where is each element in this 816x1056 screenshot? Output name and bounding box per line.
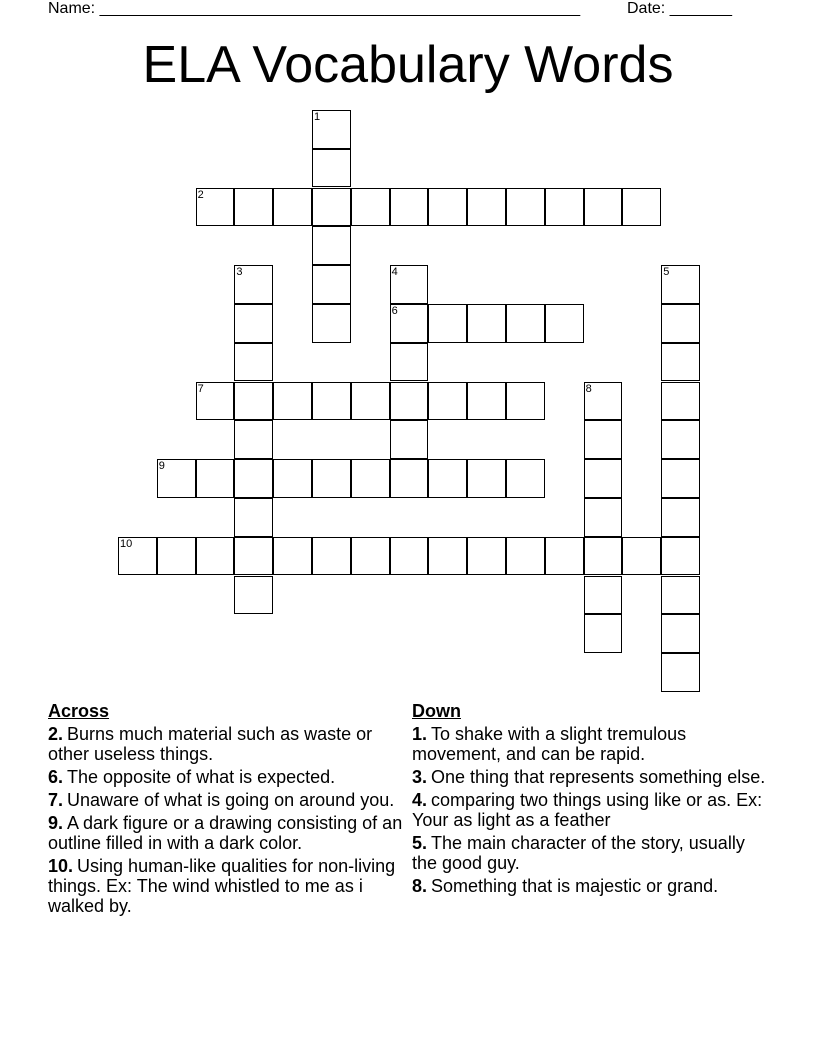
across-clue (48, 856, 408, 916)
crossword-cell[interactable] (390, 343, 429, 382)
crossword-cell[interactable] (312, 382, 351, 421)
crossword-cell[interactable] (390, 382, 429, 421)
crossword-cell[interactable] (467, 382, 506, 421)
crossword-cell[interactable] (661, 343, 700, 382)
crossword-cell[interactable] (661, 420, 700, 459)
crossword-cell[interactable] (196, 188, 235, 227)
crossword-cell[interactable] (506, 459, 545, 498)
clue-text: A dark figure or a drawing consisting of an outline filled in with a dark color. (48, 813, 403, 853)
crossword-cell[interactable] (428, 537, 467, 576)
crossword-cell[interactable] (273, 537, 312, 576)
crossword-cell[interactable] (661, 653, 700, 692)
crossword-cell[interactable] (312, 459, 351, 498)
crossword-cell[interactable] (584, 614, 623, 653)
crossword-cell[interactable] (545, 537, 584, 576)
clue-text: One thing that represents something else. (431, 767, 766, 787)
crossword-cell[interactable] (661, 382, 700, 421)
crossword-cell[interactable] (196, 382, 235, 421)
crossword-cell[interactable] (196, 537, 235, 576)
crossword-cell[interactable] (351, 459, 390, 498)
crossword-cell[interactable] (428, 188, 467, 227)
crossword-cell[interactable] (506, 382, 545, 421)
crossword-cell[interactable] (506, 537, 545, 576)
clue-number-label: 5 (663, 266, 670, 279)
down-heading: Down (412, 701, 461, 721)
crossword-cell[interactable] (661, 265, 700, 304)
down-clue (412, 790, 772, 830)
crossword-cell[interactable] (390, 459, 429, 498)
crossword-cell[interactable] (312, 265, 351, 304)
crossword-cell[interactable] (545, 188, 584, 227)
crossword-cell[interactable] (234, 498, 273, 537)
clue-text: comparing two things using like or as. Ex: Your as light as a feather (412, 790, 763, 830)
clue-number: 7. (48, 790, 64, 810)
crossword-cell[interactable] (467, 188, 506, 227)
crossword-cell[interactable] (428, 459, 467, 498)
page-title: ELA Vocabulary Words (142, 36, 674, 94)
crossword-cell[interactable] (467, 304, 506, 343)
clue-number-label: 4 (391, 266, 398, 279)
clue-number: 5. (412, 833, 428, 853)
crossword-cell[interactable] (312, 537, 351, 576)
clue-text: Burns much material such as waste or other useless things. (48, 724, 373, 764)
crossword-cell[interactable] (390, 537, 429, 576)
crossword-cell[interactable] (622, 188, 661, 227)
down-clue (412, 833, 772, 873)
across-clue (48, 767, 408, 787)
clue-number-label: 8 (585, 382, 592, 395)
crossword-cell[interactable] (234, 304, 273, 343)
across-heading: Across (48, 701, 110, 721)
crossword-cell[interactable] (390, 188, 429, 227)
clue-number-label: 1 (314, 111, 321, 123)
clue-number: 6. (48, 767, 64, 787)
clue-number: 8. (412, 876, 428, 896)
clue-number: 10. (48, 856, 74, 876)
crossword-cell[interactable] (273, 459, 312, 498)
crossword-cell[interactable] (390, 420, 429, 459)
crossword-cell[interactable] (584, 420, 623, 459)
crossword-cell[interactable] (234, 382, 273, 421)
crossword-cell[interactable] (622, 537, 661, 576)
crossword-cell[interactable] (312, 188, 351, 227)
crossword-cell[interactable] (584, 537, 623, 576)
clue-text: To shake with a slight tremulous movement, and can be rapid. (412, 724, 687, 764)
clue-text: Something that is majestic or grand. (431, 876, 719, 896)
crossword-cell[interactable] (234, 343, 273, 382)
crossword-cell[interactable] (661, 498, 700, 537)
down-clue (412, 724, 772, 764)
clue-number-label: 3 (236, 266, 243, 279)
down-clues (412, 700, 772, 899)
across-clue (48, 790, 408, 810)
clue-text: Unaware of what is going on around you. (67, 790, 395, 810)
crossword-cell[interactable] (545, 304, 584, 343)
crossword-cell[interactable] (234, 420, 273, 459)
clue-number: 4. (412, 790, 428, 810)
crossword-cell[interactable] (312, 149, 351, 188)
clue-number-label: 10 (120, 537, 133, 550)
crossword-cell[interactable] (661, 304, 700, 343)
crossword-cell[interactable] (118, 537, 157, 576)
crossword-cell[interactable] (157, 459, 196, 498)
across-clues (48, 700, 408, 919)
crossword-cell[interactable] (312, 304, 351, 343)
crossword-cell[interactable] (234, 459, 273, 498)
crossword-cell[interactable] (661, 614, 700, 653)
crossword-cell[interactable] (661, 537, 700, 576)
clue-number: 1. (412, 724, 428, 744)
clue-number-label: 9 (158, 460, 165, 473)
crossword-cell[interactable] (467, 537, 506, 576)
crossword-cell[interactable] (351, 537, 390, 576)
crossword-cell[interactable] (390, 304, 429, 343)
clue-text: The main character of the story, usually the good guy. (412, 833, 745, 873)
crossword-cell[interactable] (157, 537, 196, 576)
crossword-cell[interactable] (234, 537, 273, 576)
crossword-cell[interactable] (273, 382, 312, 421)
crossword-cell[interactable] (428, 304, 467, 343)
across-clue (48, 813, 408, 853)
crossword-cell[interactable] (584, 188, 623, 227)
clue-text: Using human-like qualities for non-living things. Ex: The wind whistled to me as i walked by. (48, 856, 396, 916)
clue-number-label: 2 (197, 188, 204, 201)
crossword-cell[interactable] (584, 382, 623, 421)
crossword-cell[interactable] (661, 576, 700, 615)
crossword-cell[interactable] (273, 188, 312, 227)
crossword-cell[interactable] (234, 576, 273, 615)
crossword-cell[interactable] (506, 304, 545, 343)
crossword-cell[interactable] (351, 188, 390, 227)
crossword-cell[interactable] (351, 382, 390, 421)
clue-number: 9. (48, 813, 64, 833)
crossword-cell[interactable] (234, 265, 273, 304)
clue-text: The opposite of what is expected. (67, 767, 336, 787)
crossword-cell[interactable] (584, 498, 623, 537)
crossword-cell[interactable] (312, 226, 351, 265)
across-clue (48, 724, 408, 764)
crossword-cell[interactable] (661, 459, 700, 498)
clue-number-label: 7 (197, 382, 204, 395)
down-clue (412, 767, 772, 787)
clue-number: 3. (412, 767, 428, 787)
name-field-label: Name: ______________________________________________________ (48, 0, 581, 17)
crossword-cell[interactable] (506, 188, 545, 227)
date-field-label: Date: _______ (627, 0, 732, 17)
crossword-cell[interactable] (390, 265, 429, 304)
down-clue (412, 876, 772, 896)
clue-number: 2. (48, 724, 64, 744)
crossword-cell[interactable] (584, 576, 623, 615)
crossword-cell[interactable] (428, 382, 467, 421)
crossword-cell[interactable] (312, 110, 351, 149)
crossword-cell[interactable] (196, 459, 235, 498)
crossword-cell[interactable] (584, 459, 623, 498)
clue-number-label: 6 (391, 305, 398, 317)
crossword-cell[interactable] (234, 188, 273, 227)
crossword-cell[interactable] (467, 459, 506, 498)
